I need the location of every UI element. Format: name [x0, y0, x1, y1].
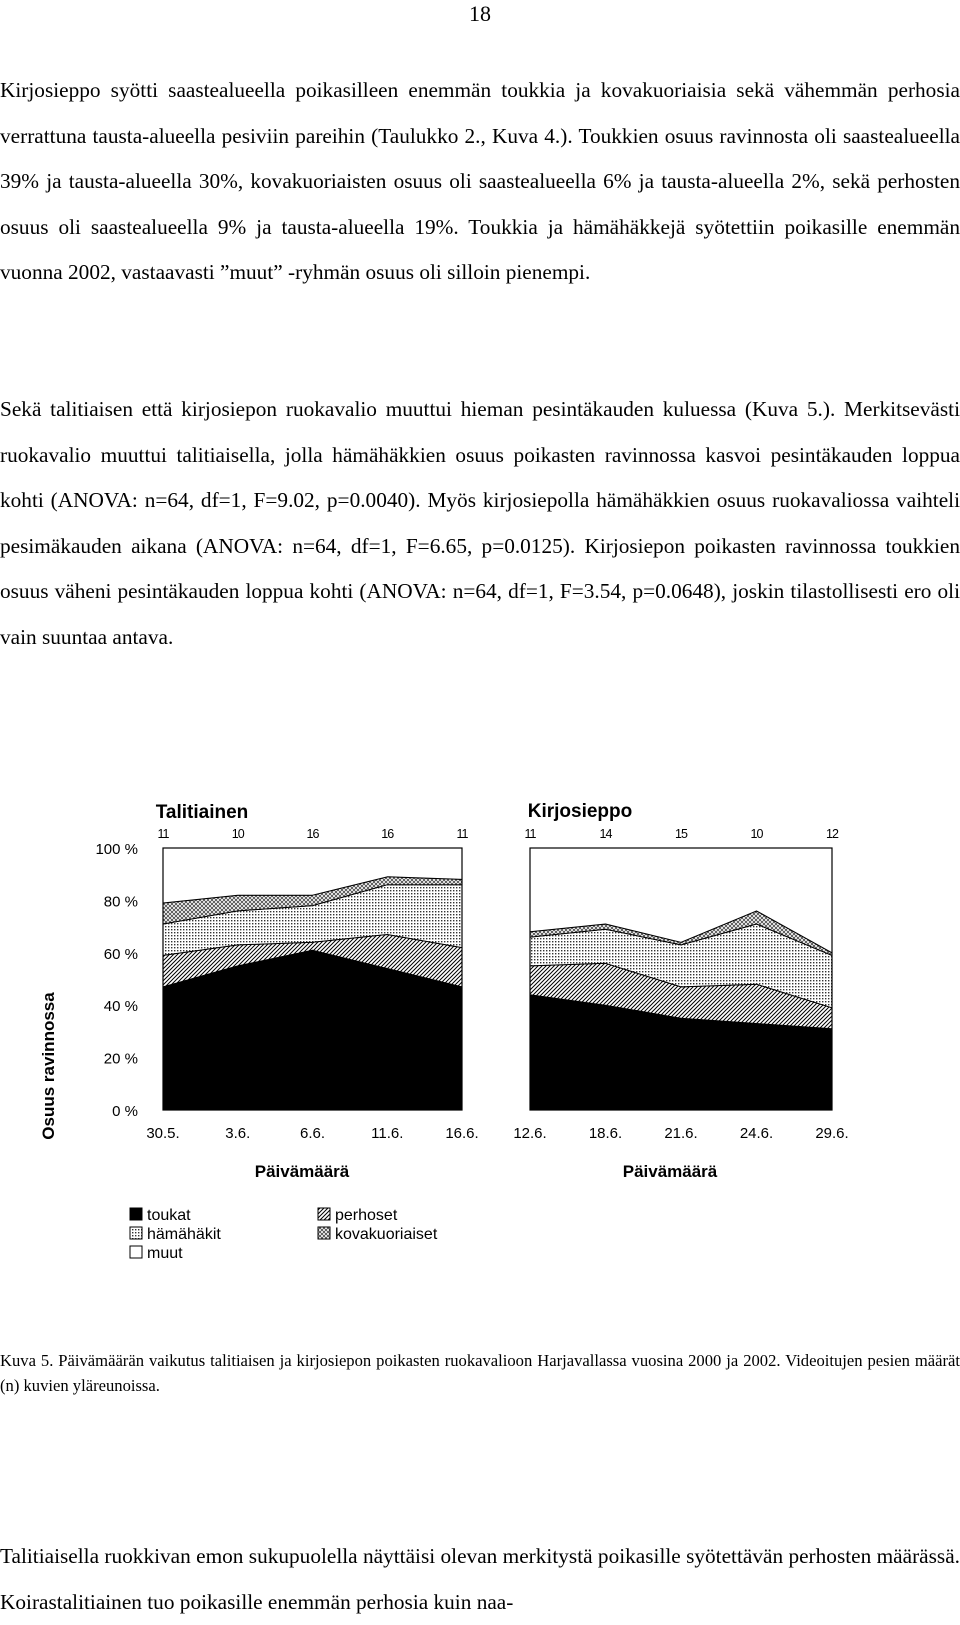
chart-legend — [130, 1207, 438, 1262]
x-tick-label: 3.6. — [225, 1125, 251, 1142]
panel-talitiainen — [146, 802, 478, 1181]
body-paragraph-2: Sekä talitiaisen että kirjosiepon ruokavalio muuttui hieman pesintäkauden kuluessa (Kuva 5.). Merkitsevästi ruokavalio muuttui talitiaisella, jolla hämähäkkien osuus poikasten ravinnossa kasvoi pesintäkauden loppua kohti (ANOVA: n=64, df=1, F=9.02, p=0.0040). Myös kirjosiepolla hämähäkkien osuus ruokavaliossa vaihteli pesimäkauden aikana (ANOVA: n=64, df=1, F=6.65, p=0.0125). Kirjosiepon poikasten ravinnossa toukkien osuus väheni pesintäkauden loppua kohti (ANOVA: n=64, df=1, F=3.54, p=0.0648), joskin tilastollisesti ero oli vain suuntaa antava. — [0, 397, 960, 649]
n-label: 10 — [231, 827, 244, 841]
y-tick-label: 100 % — [95, 841, 138, 858]
body-paragraph-3: Talitiaisella ruokkivan emon sukupuolella näyttäisi olevan merkitystä poikasille syötettävän perhosten määrässä. Koirastalitiainen tuo poikasille enemmän perhosia kuin naa- — [0, 1544, 960, 1614]
n-label: 11 — [524, 827, 536, 841]
n-label: 16 — [381, 827, 394, 841]
legend-swatch-perhoset — [318, 1208, 330, 1220]
panel-title: Talitiainen — [155, 802, 249, 823]
x-tick-label: 29.6. — [815, 1125, 849, 1142]
x-tick-label: 6.6. — [299, 1125, 326, 1142]
panel-kirjosieppo — [513, 801, 848, 1181]
x-tick-label: 18.6. — [588, 1125, 623, 1142]
legend-swatch-toukat — [130, 1208, 142, 1220]
panel-title: Kirjosieppo — [527, 801, 633, 822]
legend-label: kovakuoriaiset — [335, 1226, 438, 1243]
page-number: 18 — [469, 1, 491, 26]
y-axis-label: Osuus ravinnossa — [39, 992, 58, 1140]
body-paragraph-1: Kirjosieppo syötti saastealueella poikasilleen enemmän toukkia ja kovakuoriaisia sekä vähemmän perhosia verrattuna tausta-alueella pesiviin pareihin (Taulukko 2., Kuva 4.). Toukkien osuus ravinnosta oli saastealueella 39% ja tausta-alueella 30%, kovakuoriaisten osuus oli saastealueella 6% ja tausta-alueella 2%, sekä perhosten osuus oli saastealueella 9% ja tausta-alueella 19%. Toukkia ja hämähäkkejä syötettiin poikasille enemmän vuonna 2002, vastaavasti ”muut” -ryhmän osuus oli silloin pienempi. — [0, 78, 960, 285]
y-tick-label: 0 % — [112, 1103, 138, 1120]
legend-swatch-hämähäkit — [130, 1227, 142, 1239]
panel-x-axis-label: Päivämäärä — [622, 1162, 718, 1181]
y-tick-label: 20 % — [103, 1050, 138, 1068]
x-tick-label: 12.6. — [513, 1125, 547, 1142]
n-label: 16 — [306, 827, 319, 841]
x-tick-label: 11.6. — [371, 1125, 404, 1142]
x-tick-label: 21.6. — [664, 1125, 698, 1142]
n-label: 11 — [157, 827, 169, 841]
panel-x-axis-label: Päivämäärä — [254, 1162, 350, 1181]
y-tick-label: 40 % — [103, 998, 138, 1016]
legend-swatch-kovakuoriaiset — [318, 1227, 330, 1239]
legend-label: toukat — [147, 1207, 191, 1224]
y-axis-ticks — [95, 841, 138, 1120]
n-label: 11 — [456, 827, 468, 841]
n-label: 10 — [750, 827, 763, 841]
n-label: 15 — [675, 827, 687, 841]
n-label: 14 — [599, 827, 612, 841]
x-tick-label: 24.6. — [739, 1125, 774, 1142]
y-tick-label: 60 % — [103, 945, 138, 963]
legend-label: perhoset — [335, 1207, 398, 1224]
figure-caption: Kuva 5. Päivämäärän vaikutus talitiaisen ja kirjosiepon poikasten ruokavalioon Harjavallassa vuosina 2000 ja 2002. Videoitujen pesien määrät (n) kuvien yläreunoissa. — [0, 1351, 960, 1395]
legend-swatch-muut — [130, 1246, 142, 1258]
legend-label: hämähäkit — [147, 1226, 221, 1243]
n-label: 12 — [826, 827, 838, 841]
legend-label: muut — [147, 1245, 183, 1262]
x-tick-label: 30.5. — [146, 1125, 180, 1142]
y-tick-label: 80 % — [103, 893, 138, 911]
x-tick-label: 16.6. — [445, 1125, 479, 1142]
figure-diet-by-date — [0, 788, 960, 1308]
